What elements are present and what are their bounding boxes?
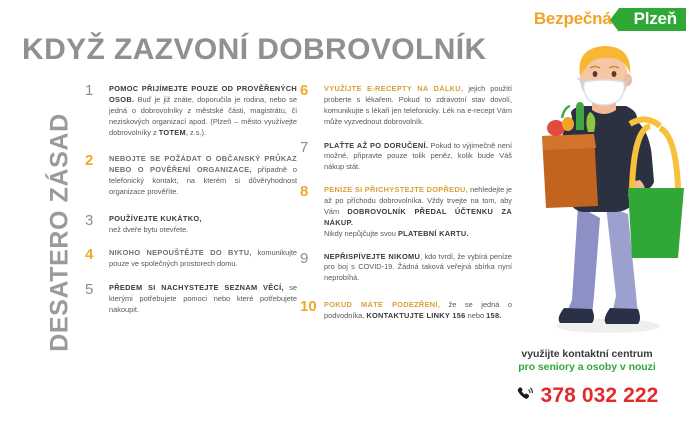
rule-item-7	[300, 138, 512, 174]
brand-word-bezpecna: Bezpečná	[533, 9, 612, 29]
rule-number-5: 5	[85, 281, 94, 299]
rule-number-4: 4	[85, 245, 94, 263]
volunteer-illustration	[520, 38, 690, 343]
rule-item-10	[300, 300, 512, 322]
rule-number-1: 1	[85, 82, 94, 99]
phone-row[interactable]	[478, 384, 696, 408]
rule-item-6	[300, 84, 512, 128]
rule-text-6: VYUŽÍJTE E-RECEPTY NA DÁLKU, jejich použití proberte s lékařem. Pokud to zdravotní stav dovolí, komunikujte s lékaři jen telefonicky. Lék na e-recept Vám může vyzvednout dobrovolník.	[324, 84, 512, 126]
contact-block	[478, 348, 696, 408]
rule-text-1: POMOC PŘIJÍMEJTE POUZE OD PROVĚŘENÝCH OSOB. Buď je již znáte, doporučila je rodina, nebo se jedná o dobrovolníky z městské části, magistrátu, či neziskových organizací apod. (Plzeň – město využívejte dobrovolníky z TOTEM, z.s.).	[109, 84, 297, 137]
rule-number-8: 8	[300, 183, 309, 201]
brand-logo	[534, 8, 686, 31]
rule-item-3	[85, 211, 297, 236]
rule-item-1	[85, 84, 297, 138]
rule-item-9	[300, 249, 512, 285]
rule-number-7: 7	[300, 138, 309, 156]
rule-number-3: 3	[85, 211, 94, 229]
rules-column-right	[300, 84, 512, 322]
rule-text-8: PENÍZE SI PŘICHYSTEJTE DOPŘEDU, nehledejte je až po příchodu dobrovolníka. Vždy trvejte na tom, aby Vám DOBROVOLNÍK PŘEDAL ÚČTENKU ZA NÁKUP. Nikdy nepůjčujte svou PLATEBNÍ KARTU.	[324, 185, 513, 238]
contact-line-1: využijte kontaktní centrum	[521, 348, 653, 360]
rule-item-5	[85, 283, 297, 316]
rule-number-9: 9	[300, 249, 309, 267]
rules-column-left	[85, 84, 297, 316]
rule-text-5: PŘEDEM SI NACHYSTEJTE SEZNAM VĚCÍ, se kterými potřebujete pomoci nebo které potřebujete nakoupit.	[109, 283, 297, 315]
rule-text-9: NEPŘISPÍVEJTE NIKOMU, kdo tvrdí, že vybírá peníze pro boj s COVID-19. Žádná taková veřejná sbírka nyní neprobíhá.	[324, 251, 512, 283]
rule-text-7: PLAŤTE AŽ PO DORUČENÍ. Pokud to výjimečně není možné, připravte pouze tolik peněz, kolik bude Váš nákup stát.	[324, 140, 512, 172]
rule-number-10: 10	[300, 298, 317, 316]
phone-icon	[516, 385, 534, 408]
phone-number[interactable]: 378 032 222	[540, 384, 659, 407]
rule-text-10: POKUD MÁTE PODEZŘENÍ, že se jedná o podvodníka, KONTAKTUJTE LINKY 156 nebo 158.	[324, 300, 512, 320]
page-title: KDYŽ ZAZVONÍ DOBROVOLNÍK	[22, 33, 487, 66]
contact-line-2: pro seniory a osoby v nouzi	[518, 361, 656, 373]
rule-text-3: POUŽÍVEJTE KUKÁTKO, než dveře bytu otevřete.	[109, 213, 202, 234]
rule-item-4	[85, 245, 297, 270]
side-label-desatero: DESATERO ZÁSAD	[45, 113, 74, 352]
rule-item-8	[300, 185, 512, 239]
rule-number-2: 2	[85, 152, 94, 170]
rule-text-2: NEBOJTE SE POŽÁDAT O OBČANSKÝ PRŮKAZ NEBO O POVĚŘENÍ ORGANIZACE, případně o telefonický kontakt, na kterém si důvěryhodnost organizace prověříte.	[109, 154, 297, 196]
brand-badge-plzen: Plzeň	[619, 8, 686, 31]
rule-number-6: 6	[300, 82, 309, 99]
rule-text-4: NIKOHO NEPOUŠTĚJTE DO BYTU, komunikujte pouze ve společných prostorech domu.	[109, 247, 297, 268]
rule-item-2	[85, 154, 297, 198]
